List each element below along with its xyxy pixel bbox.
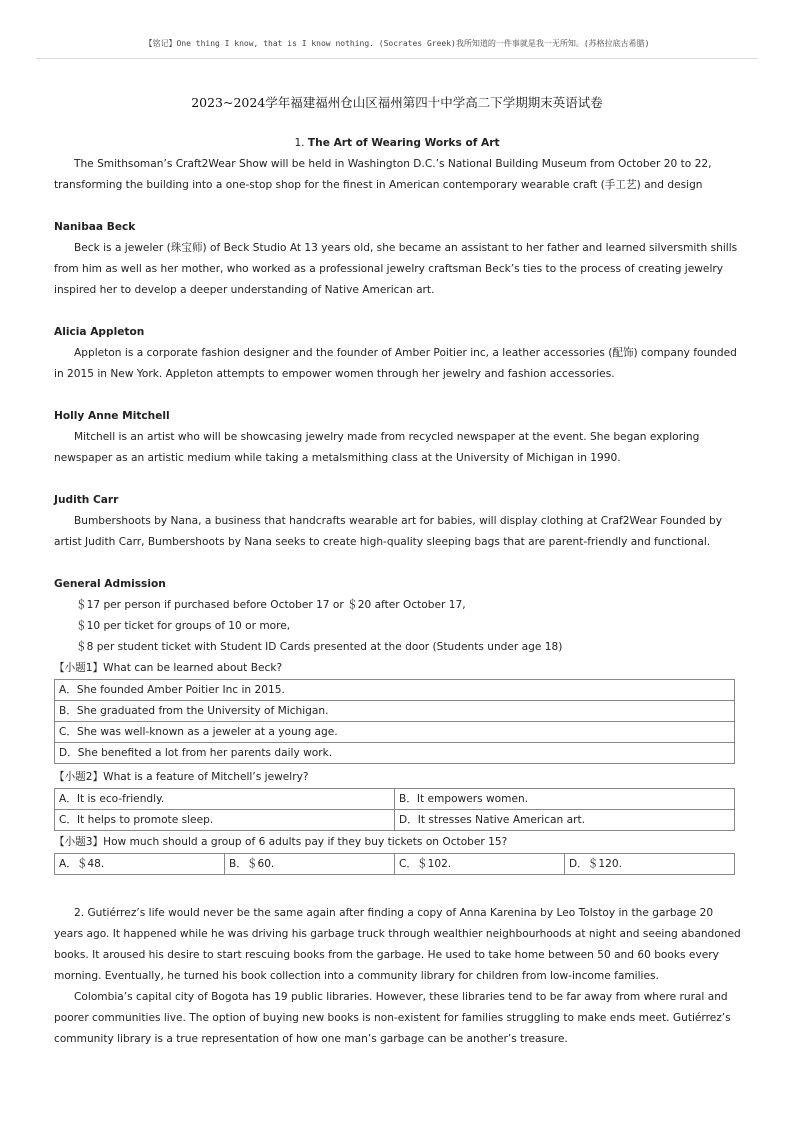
- admission-heading: General Admission: [54, 578, 166, 590]
- artist-bio: Beck is a jeweler (珠宝师) of Beck Studio At 13 years old, she became an assistant to her father and learned silversmith shills from him as well as her mother, who worked as a professional jewelry craftsman Beck’s ties to the process of creating jewelry inspired her to develop a deeper understanding of Native American art.: [54, 242, 738, 296]
- artist-bio: Bumbershoots by Nana, a business that handcrafts wearable art for babies, will display clothing at Craf2Wear Founded by artist Judith Carr, Bumbershoots by Nana seeks to create high-quality sleeping bags that are parent-friendly and functional.: [54, 515, 723, 548]
- option-d[interactable]: D．She benefited a lot from her parents daily work.: [55, 743, 735, 764]
- option-c[interactable]: C．＄102.: [395, 854, 565, 875]
- artist-bio: Appleton is a corporate fashion designer and the founder of Amber Poitier inc, a leather accessories (配饰) company founded in 2015 in New York. Appleton attempts to empower women through her jewelry and fashion accessories.: [54, 347, 737, 380]
- passage1-number: 1.: [294, 137, 308, 149]
- passage2-paragraph-1: 2. Gutiérrez’s life would never be the same again after finding a copy of Anna Karenina by Leo Tolstoy in the garbage 20 years ago. It happened while he was driving his garbage truck through wealthier neighbourhoods at night and seeing abandoned books. It aroused his desire to start rescuing books from the garbage. He used to take home between 50 and 60 books every morning. Eventually, he turned his book collection into a community library for children from low-income families.: [54, 907, 741, 982]
- option-b[interactable]: B．It empowers women.: [395, 789, 735, 810]
- admission-line: ＄8 per student ticket with Student ID Cards presented at the door (Students under age 18): [76, 641, 563, 653]
- option-b[interactable]: B．＄60.: [225, 854, 395, 875]
- option-a[interactable]: A．It is eco-friendly.: [55, 789, 395, 810]
- question-3-stem: 【小题3】How much should a group of 6 adults pay if they buy tickets on October 15?: [54, 836, 508, 848]
- passage2-paragraph-2: Colombia’s capital city of Bogota has 19 public libraries. However, these libraries tend to be far away from where rural and poorer communities live. The option of buying new books is non-existent for families struggling to make ends meet. Gutiérrez’s community library is a true representation of how one man’s garbage can be another’s treasure.: [54, 991, 731, 1045]
- exam-title: 2023~2024学年福建福州仓山区福州第四十中学高二下学期期末英语试卷: [191, 95, 603, 110]
- question-1-stem: 【小题1】What can be learned about Beck?: [54, 662, 283, 674]
- question-2-options: [54, 788, 735, 831]
- artist-name: Alicia Appleton: [54, 326, 145, 338]
- artist-name: Judith Carr: [54, 494, 119, 506]
- option-c[interactable]: C．It helps to promote sleep.: [55, 810, 395, 831]
- passage1-heading: [0, 133, 794, 154]
- question-1-options: [54, 679, 735, 764]
- option-b[interactable]: B．She graduated from the University of Michigan.: [55, 701, 735, 722]
- admission-line: ＄10 per ticket for groups of 10 or more,: [76, 620, 291, 632]
- question-2-stem: 【小题2】What is a feature of Mitchell’s jewelry?: [54, 771, 309, 783]
- question-3-options: [54, 853, 735, 875]
- option-c[interactable]: C．She was well-known as a jeweler at a young age.: [55, 722, 735, 743]
- option-a[interactable]: A．＄48.: [55, 854, 225, 875]
- admission-line: ＄17 per person if purchased before October 17 or ＄20 after October 17,: [76, 599, 466, 611]
- artist-name: Nanibaa Beck: [54, 221, 136, 233]
- artist-bio: Mitchell is an artist who will be showcasing jewelry made from recycled newspaper at the event. She began exploring newspaper as an artistic medium while taking a metalsmithing class at the University of Michigan in 1990.: [54, 431, 700, 464]
- option-a[interactable]: A．She founded Amber Poitier Inc in 2015.: [55, 680, 735, 701]
- option-d[interactable]: D．＄120.: [565, 854, 735, 875]
- header-divider: [36, 58, 758, 59]
- passage1-title: The Art of Wearing Works of Art: [307, 137, 500, 149]
- page-header: 【铭记】One thing I know, that is I know nothing. (Socrates Greek)我所知道的一件事就是我一无所知。(苏格拉底古希腊): [144, 39, 650, 48]
- passage1-intro: The Smithsoman’s Craft2Wear Show will be held in Washington D.C.’s National Building Museum from October 20 to 22, transforming the building into a one-stop shop for the finest in American contemporary wearable craft (手工艺) and design: [54, 158, 712, 191]
- artist-name: Holly Anne Mitchell: [54, 410, 170, 422]
- option-d[interactable]: D．It stresses Native American art.: [395, 810, 735, 831]
